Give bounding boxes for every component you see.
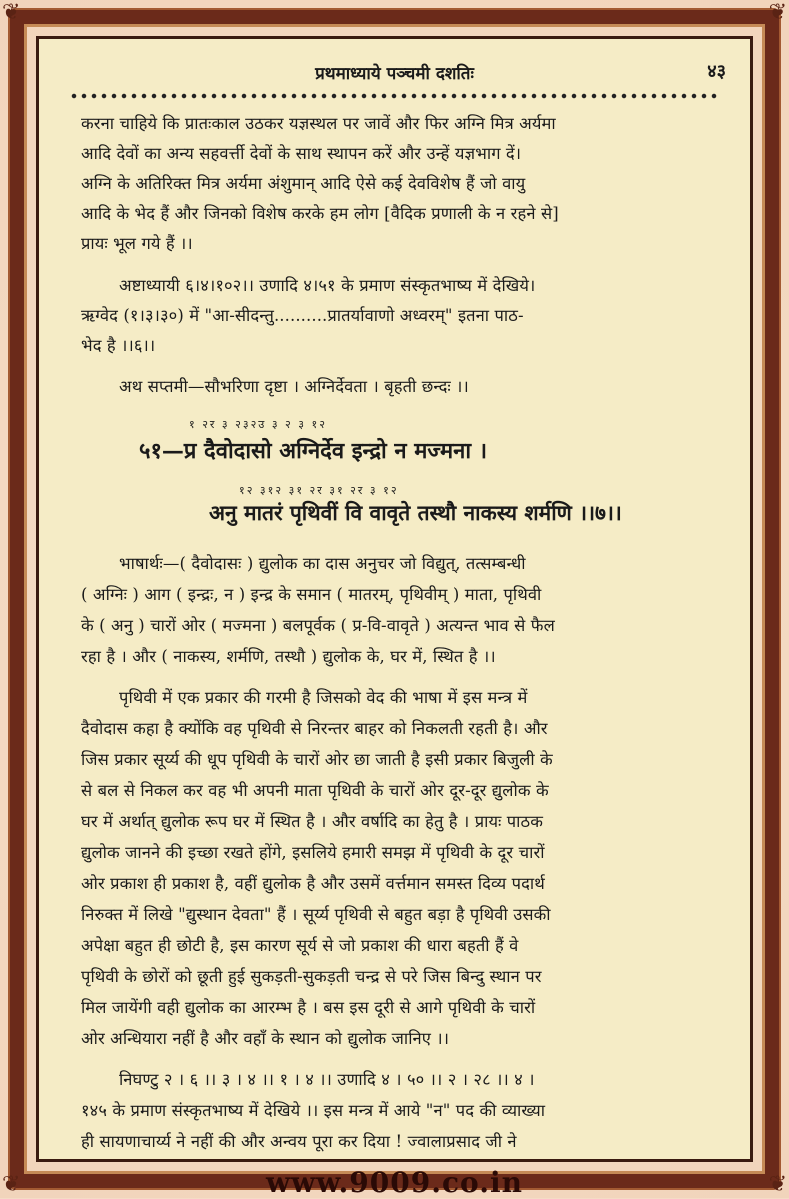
text-line: ऋग्वेद (१।३।३०) में "आ-सीदन्तु..........प्रातर्यावाणो अध्वरम्" इतना पाठ- [81,306,524,325]
mantra-line: अनु मातरं पृथिवीं वि वावृते तस्थौ नाकस्य शर्मणि ।।७।। [209,500,622,525]
text-line: भेद है ।।६।। [81,336,156,355]
text-line: ( अग्निः ) आग ( इन्द्रः, न ) इन्द्र के समान ( मातरम्, पृथिवीम् ) माता, पृथिवी [81,585,542,604]
mantra-line: ५१—प्र दैवोदासो अग्निर्देव इन्द्रो न मज्मना । [139,438,488,464]
text-line: ही सायणाचार्य्य ने नहीं की और अन्वय पूरा कर दिया ! ज्वालाप्रसाद जी ने [81,1132,517,1151]
text-line: १४५ के प्रमाण संस्कृतभाष्य में देखिये ।। इस मन्त्र में आये "न" पद की व्याख्या [81,1101,546,1120]
text-line: अग्नि के अतिरिक्त मित्र अर्यमा अंशुमान् आदि ऐसे कई देवविशेष हैं जो वायु [81,174,526,193]
text-line: अपेक्षा बहुत ही छोटी है, इस कारण सूर्य से जो प्रकाश की धारा बहती हैं वे [81,936,519,955]
text-line: जिस प्रकार सूर्य्य की धूप पृथिवी के चारों ओर छा जाती है इसी प्रकार बिजुली के [81,750,553,769]
text-line: के ( अनु ) चारों ओर ( मज्मना ) बलपूर्वक ( प्र-वि-वावृते ) अत्यन्त भाव से फैल [81,616,555,635]
corner-ornament-icon: ❦ [2,0,21,25]
page-number: ४३ [707,61,726,82]
text-line: पृथिवी में एक प्रकार की गरमी है जिसको वेद की भाषा में इस मन्त्र में [119,688,528,707]
corner-ornament-icon: ❦ [2,1172,21,1197]
running-title: प्रथमाध्याये पञ्चमी दशतिः [315,64,474,84]
text-line: अष्टाध्यायी ६।४।१०२।। उणादि ४।५१ के प्रमाण संस्कृतभाष्य में देखिये। [119,276,536,295]
verse-intro: अथ सप्तमी—सौभरिणा दृष्टा । अग्निर्देवता । बृहती छन्दः ।। [119,377,469,396]
text-line: निरुक्त में लिखे "द्युस्थान देवता" हैं । सूर्य्य पृथिवी से बहुत बड़ा है पृथिवी उसकी [81,905,551,924]
text-line: रहा है । और ( नाकस्य, शर्मणि, तस्थौ ) द्युलोक के, घर में, स्थित है ।। [81,647,496,666]
text-line: मिल जायेंगी वही द्युलोक का आरम्भ है । बस इस दूरी से आगे पृथिवी के चारों [81,998,536,1017]
text-line: भाषार्थः—( दैवोदासः ) द्युलोक का दास अनुचर जो विद्युत्, तत्सम्बन्धी [119,554,526,573]
page-content [39,39,750,1159]
text-line: द्युलोक जानने की इच्छा रखते होंगे, इसलिये हमारी समझ में पृथिवी के दूर चारों [81,843,545,862]
text-line: ओर अन्धियारा नहीं है और वहाँ के स्थान को द्युलोक जानिए ।। [81,1029,450,1048]
corner-ornament-icon: ❦ [768,0,787,25]
text-line: करना चाहिये कि प्रातःकाल उठकर यज्ञस्थल पर जावें और फिर अग्नि मित्र अर्यमा [81,114,556,133]
website-watermark: www.9009.co.in [266,1166,523,1199]
text-line: से बल से निकल कर वह भी अपनी माता पृथिवी के चारों ओर दूर-दूर द्युलोक के [81,781,549,800]
corner-ornament-icon: ❦ [768,1172,787,1197]
dotted-rule [69,91,719,101]
text-line: निघण्टु २ । ६ ।। ३ । ४ ।। १ । ४ ।। उणादि ४ । ५० ।। २ । २८ ।। ४ । [119,1070,535,1089]
svara-marks: १२ ३१२ ३१ २र ३१ २र ३ १२ [239,484,399,497]
text-line: पृथिवी के छोरों को छूती हुई सुकड़ती-सुकड़ती चन्द्र से परे जिस बिन्दु स्थान पर [81,967,542,986]
text-line: आदि के भेद हैं और जिनको विशेष करके हम लोग [वैदिक प्रणाली के न रहने से] [81,204,559,223]
svara-marks: १ २र ३ २३२उ ३ २ ३ १२ [189,418,327,431]
text-line: प्रायः भूल गये हैं ।। [81,234,193,253]
text-line: आदि देवों का अन्य सहवर्त्ती देवों के साथ स्थापन करें और उन्हें यज्ञभाग दें। [81,144,522,163]
text-line: दैवोदास कहा है क्योंकि वह पृथिवी से निरन्तर बाहर को निकलती रहती है। और [81,719,548,738]
text-line: ओर प्रकाश ही प्रकाश है, वहीं द्युलोक है और उसमें वर्त्तमान समस्त दिव्य पदार्थ [81,874,545,893]
text-line: घर में अर्थात् द्युलोक रूप घर में स्थित है । और वर्षादि का हेतु है । प्रायः पाठक [81,812,544,831]
page-header [39,59,750,89]
